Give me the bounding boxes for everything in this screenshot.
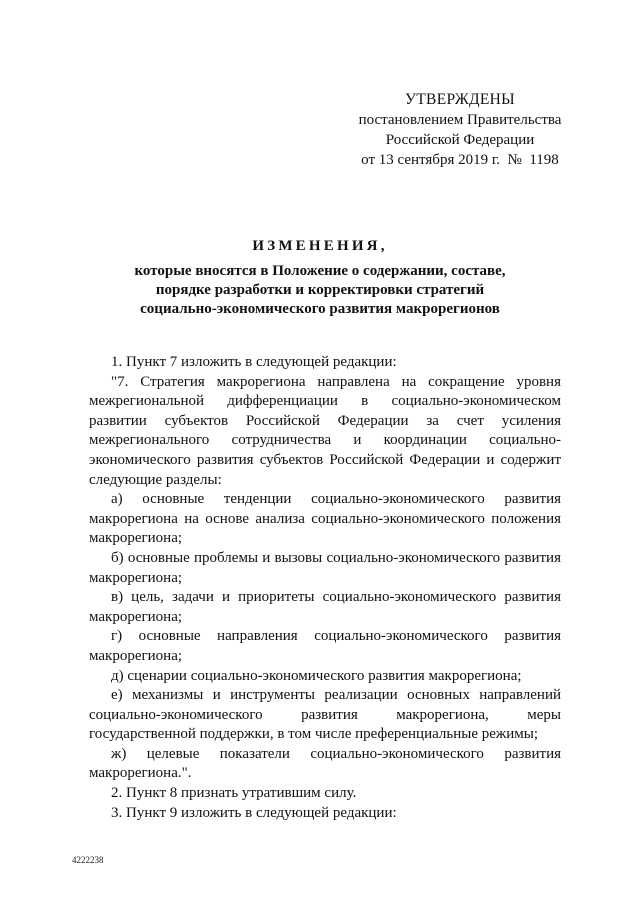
paragraph-subitem-g: г) основные направления социально-экономического развития макрорегиона; [89, 628, 561, 664]
approval-heading: УТВЕРЖДЕНЫ [405, 91, 515, 108]
paragraph-subitem-e: е) механизмы и инструменты реализации основных направлений социально-экономического развития макрорегиона, меры государственной поддержки, в том числе преференциальные режимы; [89, 687, 561, 743]
approval-line-federation: Российской Федерации [385, 132, 535, 148]
document-body [89, 353, 561, 823]
paragraph-subitem-d: д) сценарии социально-экономического развития макрорегиона; [111, 667, 522, 684]
paragraph-subitem-zh: ж) целевые показатели социально-экономического развития макрорегиона.". [89, 745, 561, 782]
paragraph-quote-item-7: "7. Стратегия макрорегиона направлена на сокращение уровня межрегиональной дифференциации в социально-экономическом развитии субъектов Российской Федерации за счет усиления межрегионального сотрудничества и координации социально-экономического развития субъектов Российской Федерации и содержит следующие разделы: [89, 373, 561, 488]
paragraph-subitem-a: а) основные тенденции социально-экономического развития макрорегиона на основе анализа социально-экономического положения макрорегиона; [89, 491, 561, 547]
approval-line-decree: постановлением Правительства [358, 112, 562, 128]
approval-line-date: от 13 сентября 2019 г. № 1198 [361, 152, 559, 168]
paragraph-item-2: 2. Пункт 8 признать утратившим силу. [111, 785, 357, 802]
paragraph-item-3: 3. Пункт 9 изложить в следующей редакции: [111, 804, 397, 821]
subtitle-line: социально-экономического развития макрорегионов [140, 301, 500, 317]
approval-block [340, 90, 580, 170]
document-title: ИЗМЕНЕНИЯ, [252, 238, 388, 254]
document-number: 4222238 [72, 855, 104, 865]
subtitle-line: которые вносятся в Положение о содержании, составе, [134, 263, 506, 279]
paragraph-item-1: 1. Пункт 7 изложить в следующей редакции: [111, 354, 397, 370]
paragraph-subitem-b: б) основные проблемы и вызовы социально-экономического развития макрорегиона; [89, 549, 561, 586]
paragraph-subitem-v: в) цель, задачи и приоритеты социально-экономического развития макрорегиона; [89, 589, 561, 625]
document-subtitle [80, 262, 560, 319]
subtitle-line: порядке разработки и корректировки стратегий [155, 282, 485, 298]
